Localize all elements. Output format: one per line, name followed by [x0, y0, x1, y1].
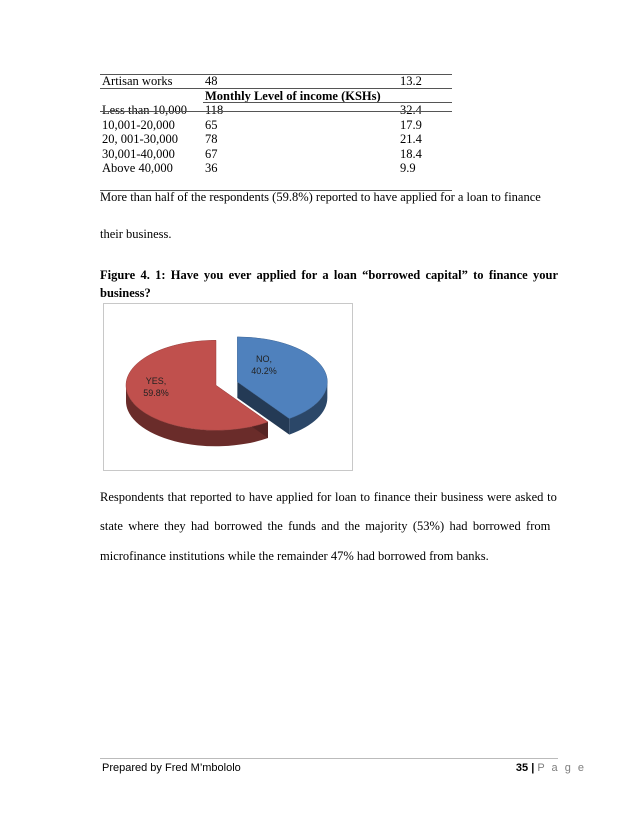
pie-data-label: NO, [255, 354, 273, 364]
row-count: 36 [205, 161, 218, 175]
footer-author: Prepared by Fred M’mbololo [102, 762, 241, 774]
footer-page [516, 762, 586, 774]
footer-divider [100, 758, 558, 759]
paragraph-line: More than half of the respondents (59.8%) reported to have applied for a loan to finance [100, 190, 541, 204]
row-count: 118 [205, 103, 224, 117]
table-row [100, 118, 452, 133]
table-row [100, 74, 452, 89]
table-subheader: Monthly Level of income (KSHs) [205, 88, 381, 103]
pie-data-label: 59.8% [143, 388, 169, 398]
pie-chart [103, 303, 353, 471]
page-label: P a g e [537, 762, 586, 774]
table-row [100, 132, 452, 147]
table-rule [100, 88, 452, 89]
figure-caption: Figure 4. 1: Have you ever applied for a loan “borrowed capital” to finance your business? [100, 268, 558, 300]
pie-data-label: 40.2% [251, 366, 277, 376]
paragraph-line: Respondents that reported to have applied for loan to finance their business were asked to [100, 490, 557, 504]
table-rule-subheader [203, 102, 452, 103]
paragraph-line: their business. [100, 227, 172, 241]
table-row [100, 161, 452, 176]
row-percent: 9.9 [400, 161, 416, 175]
row-percent: 32.4 [400, 103, 422, 117]
income-table [100, 74, 452, 176]
row-label: Artisan works [102, 74, 173, 88]
row-label: Less than 10,000 [102, 103, 188, 117]
row-label: 20, 001-30,000 [102, 132, 179, 146]
table-rule-top [100, 74, 452, 75]
row-count: 78 [205, 132, 218, 146]
row-percent: 13.2 [400, 74, 422, 88]
paragraph-line: state where they had borrowed the funds and the majority (53%) had borrowed from [100, 519, 551, 533]
row-label: Above 40,000 [102, 161, 173, 175]
row-count: 67 [205, 146, 218, 161]
row-count: 65 [205, 117, 218, 132]
table-rule [100, 111, 452, 112]
table-row [100, 147, 452, 162]
table-subheader-row [100, 89, 452, 104]
row-percent: 17.9 [400, 117, 422, 132]
paragraph-line: microfinance institutions while the remainder 47% had borrowed from banks. [100, 549, 489, 563]
page-separator: | [531, 762, 535, 774]
row-label: 10,001-20,000 [102, 117, 175, 132]
pie-chart-svg [104, 304, 352, 470]
page-number: 35 [515, 762, 529, 774]
row-percent: 21.4 [400, 132, 422, 146]
pie-data-label: YES, [145, 376, 167, 386]
row-label: 30,001-40,000 [102, 146, 175, 161]
row-percent: 18.4 [400, 146, 422, 161]
row-count: 48 [205, 74, 218, 88]
